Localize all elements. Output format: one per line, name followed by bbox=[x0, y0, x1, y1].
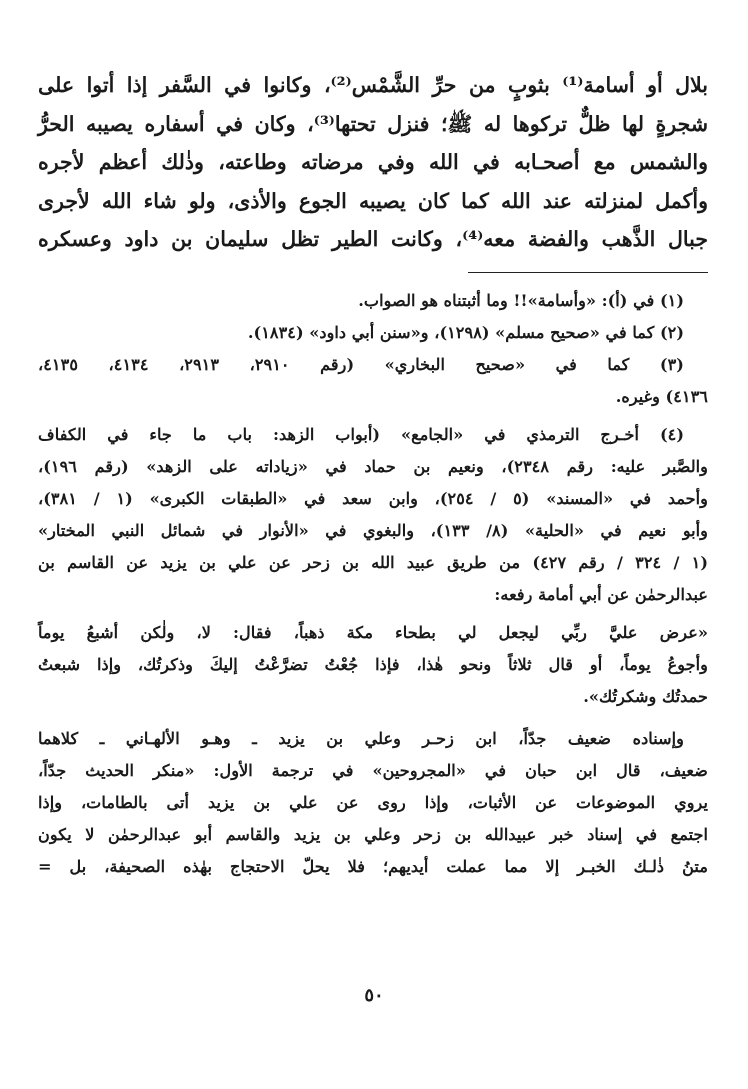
footnote-line: وأحمد في «المسند» (٥ / ٢٥٤)، وابن سعد في «الطبقات الكبرى» (١ / ٣٨١)، bbox=[38, 488, 708, 508]
page-number: ٥٠ bbox=[364, 985, 384, 1006]
footnote-line: والصَّبر عليه: رقم ٢٣٤٨)، ونعيم بن حماد في «زياداته على الزهد» (رقم ١٩٦)، bbox=[38, 456, 708, 476]
footnote-line: (١ / ٣٢٤ / رقم ٤٢٧) من طريق عبيد الله بن زحر عن علي بن يزيد عن القاسم بن bbox=[38, 552, 708, 572]
footnote-line: ٤١٣٦) وغيره. bbox=[615, 386, 708, 406]
footnote-line: يروي الموضوعات عن الأثبات، وإذا روى عن علي بن يزيد أتى بالطامات، وإذا bbox=[38, 792, 708, 812]
footnote-line: (٢) كما في «صحيح مسلم» (١٢٩٨)، و«سنن أبي داود» (١٨٣٤). bbox=[247, 322, 684, 342]
main-text-line: جبال الذَّهب والفضة معه⁽⁴⁾، وكانت الطير تظل سليمان بن داود وعسكره bbox=[38, 227, 709, 251]
hadith-quote-line: «عرض عليَّ ربِّي ليجعل لي بطحاء مكة ذهباً، فقال: لا، ولٰكن أشبعُ يوماً bbox=[38, 622, 708, 642]
footnote-line: (١) في (أ): «وأسامة»!! وما أثبتناه هو الصواب. bbox=[358, 290, 684, 310]
footnotes bbox=[38, 285, 708, 883]
hadith-quote-line: وأجوعُ يوماً، أو قال ثلاثاً ونحو هٰذا، فإذا جُعْتُ تضرَّعْتُ إليكَ وذكرتُك، وإذا شبعتُ bbox=[38, 654, 708, 674]
footnote-line: متنُ ذٰلـك الخبـر إلا مما عملت أيديهم؛ فلا يحلّ الاحتجاج بهٰذه الصحيفة، بل = bbox=[38, 856, 708, 876]
main-text bbox=[38, 66, 708, 259]
main-text-line: بلال أو أسامة⁽¹⁾ بثوبٍ من حرِّ الشَّمْس⁽²⁾، وكانوا في السَّفر إذا أتوا على bbox=[38, 73, 708, 97]
footnote-line: عبدالرحمٰن عن أبي أمامة رفعه: bbox=[494, 584, 708, 604]
footnote-line: وأبو نعيم في «الحلية» (٨/ ١٣٣)، والبغوي في «الأنوار في شمائل النبي المختار» bbox=[38, 520, 708, 540]
main-text-line: شجرةٍ لها ظلٌّ تركوها له ﷺ؛ فنزل تحتها⁽³⁾، وكان في أسفاره يصيبه الحرُّ bbox=[38, 111, 708, 136]
main-text-line: وأكمل لمنزلته عند الله كما كان يصيبه الجوع والأذى، ولو شاء الله لأجرى bbox=[38, 188, 708, 213]
footnote-line: (٣) كما في «صحيح البخاري» (رقم ٢٩١٠، ٢٩١٣، ٤١٣٤، ٤١٣٥، bbox=[38, 354, 684, 374]
footnote-line: ضعيف، قال ابن حبان في «المجروحين» في ترجمة الأول: «منكر الحديث جدّاً، bbox=[38, 760, 708, 780]
footnote-line: اجتمع في إسناد خبر عبيدالله بن زحر وعلي بن يزيد والقاسم أبو عبدالرحمٰن لا يكون bbox=[38, 824, 708, 844]
hadith-quote-line: حمدتُك وشكرتُك». bbox=[583, 686, 708, 706]
footnote-line: وإسناده ضعيف جدّاً، ابن زحـر وعلي بن يزيد ـ وهـو الألهـاني ـ كلاهما bbox=[38, 728, 684, 748]
footnote-separator bbox=[468, 272, 708, 273]
main-text-line: والشمس مع أصحـابه في الله وفي مرضاته وطاعته، وذٰلك أعظم لأجره bbox=[38, 150, 708, 174]
footnote-line: (٤) أخـرج الترمذي في «الجامع» (أبواب الزهد: باب ما جاء في الكفاف bbox=[38, 424, 684, 444]
